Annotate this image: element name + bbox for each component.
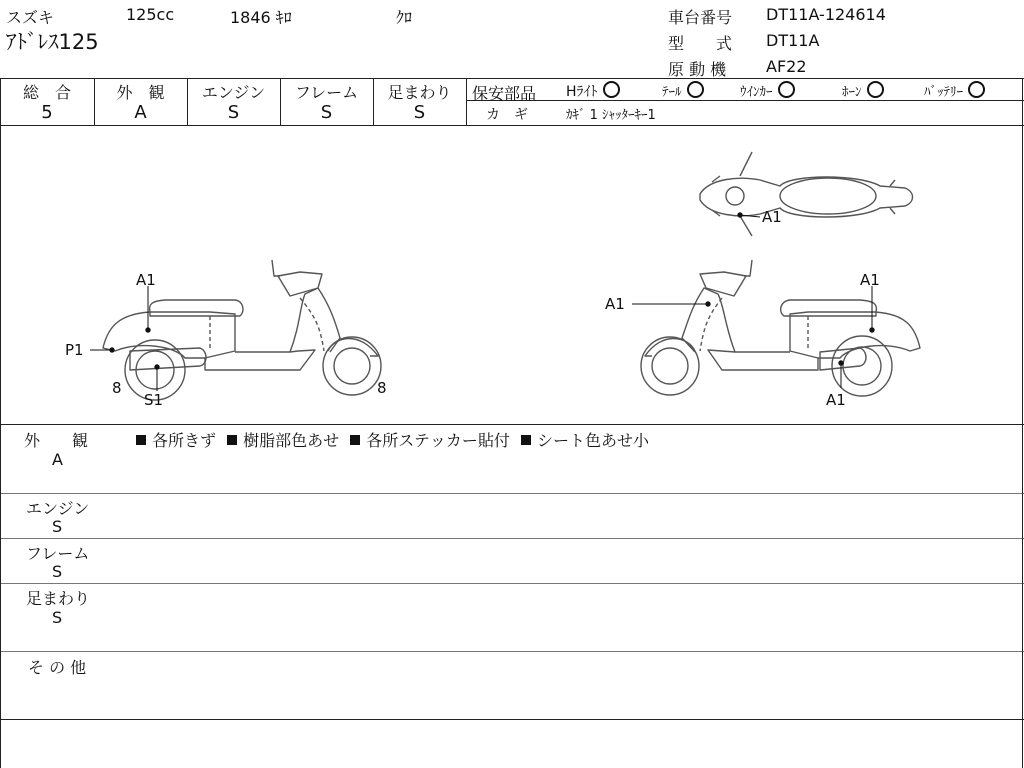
score-exterior: A (134, 102, 147, 123)
engine-label: 原 動 機 (668, 60, 727, 79)
score-suspension: S (413, 102, 426, 123)
other-remark-label: そ の 他 (28, 658, 87, 677)
score-header-suspension: 足まわり (387, 83, 452, 102)
type-label: 型 式 (668, 34, 733, 53)
color: ｸﾛ (396, 8, 413, 27)
damage-label-a1-bottom: A1 (826, 391, 846, 409)
frame-remark-grade: S (52, 562, 63, 581)
score-header-frame: フレーム (294, 83, 359, 102)
score-header-exterior: 外 観 (116, 83, 165, 102)
score-frame: S (320, 102, 333, 123)
exterior-notes (136, 428, 649, 451)
score-header-total: 総 合 (22, 83, 71, 102)
divider (0, 719, 1024, 720)
divider (0, 538, 1024, 539)
bullet-square-icon (521, 435, 531, 445)
divider (466, 78, 467, 125)
exterior-note: 各所ステッカー貼付 (366, 431, 510, 450)
ok-circle-icon (968, 81, 985, 98)
mileage: 1846 ｷﾛ (230, 8, 292, 27)
safety-item-horn: ﾎｰﾝ (842, 81, 884, 100)
scooter-top-view (700, 152, 913, 236)
damage-label-a1-left: A1 (605, 295, 625, 313)
exterior-note: 各所きず (152, 431, 217, 450)
tire-number-front: 8 (112, 379, 122, 397)
divider (0, 424, 1024, 425)
key-label: カ ギ (486, 107, 528, 123)
safety-item-headlight: Hﾗｲﾄ (566, 81, 620, 101)
exterior-note: シート色あせ小 (537, 431, 650, 450)
damage-label-p1: P1 (65, 341, 84, 359)
model-name: ｱﾄﾞﾚｽ125 (6, 30, 99, 54)
exterior-grade: A (52, 450, 63, 469)
divider (0, 78, 1024, 79)
divider (0, 78, 1, 768)
divider (1022, 78, 1023, 768)
ok-circle-icon (687, 81, 704, 98)
safety-label: 保安部品 (472, 84, 537, 103)
exterior-label: 外 観 (24, 431, 89, 450)
exterior-note: 樹脂部色あせ (243, 431, 340, 450)
divider (0, 493, 1024, 494)
engine-value: AF22 (766, 57, 807, 76)
type-value: DT11A (766, 31, 820, 50)
safety-item-battery: ﾊﾞｯﾃﾘｰ (924, 81, 985, 100)
suspension-remark-label: 足まわり (26, 589, 91, 608)
ok-circle-icon (603, 81, 620, 98)
safety-item-winker: ｳｲﾝｶｰ (740, 81, 795, 100)
bullet-square-icon (350, 435, 360, 445)
damage-label-a1-top: A1 (762, 208, 782, 226)
divider (0, 651, 1024, 652)
suspension-remark-grade: S (52, 608, 63, 627)
chassis-label: 車台番号 (668, 8, 733, 27)
score-header-engine: エンジン (201, 83, 266, 102)
ok-circle-icon (867, 81, 884, 98)
bullet-square-icon (136, 435, 146, 445)
displacement: 125cc (126, 5, 175, 24)
tire-number-rear: 8 (377, 379, 387, 397)
score-engine: S (227, 102, 240, 123)
engine-remark-grade: S (52, 517, 63, 536)
safety-item-tail: ﾃｰﾙ (662, 81, 704, 100)
damage-label-a1: A1 (136, 271, 156, 289)
frame-remark-label: フレーム (26, 544, 90, 563)
ok-circle-icon (778, 81, 795, 98)
chassis-value: DT11A-124614 (766, 5, 886, 24)
damage-label-a1-right: A1 (860, 271, 880, 289)
divider (466, 100, 1024, 101)
engine-remark-label: エンジン (26, 499, 90, 518)
scooter-diagram (0, 126, 1024, 424)
divider (0, 583, 1024, 584)
bullet-square-icon (227, 435, 237, 445)
maker: スズキ (6, 8, 55, 27)
score-total: 5 (41, 102, 53, 123)
key-value: ｶｷﾞ 1 ｼｬｯﾀｰｷｰ1 (566, 108, 656, 123)
damage-label-s1: S1 (144, 391, 164, 409)
